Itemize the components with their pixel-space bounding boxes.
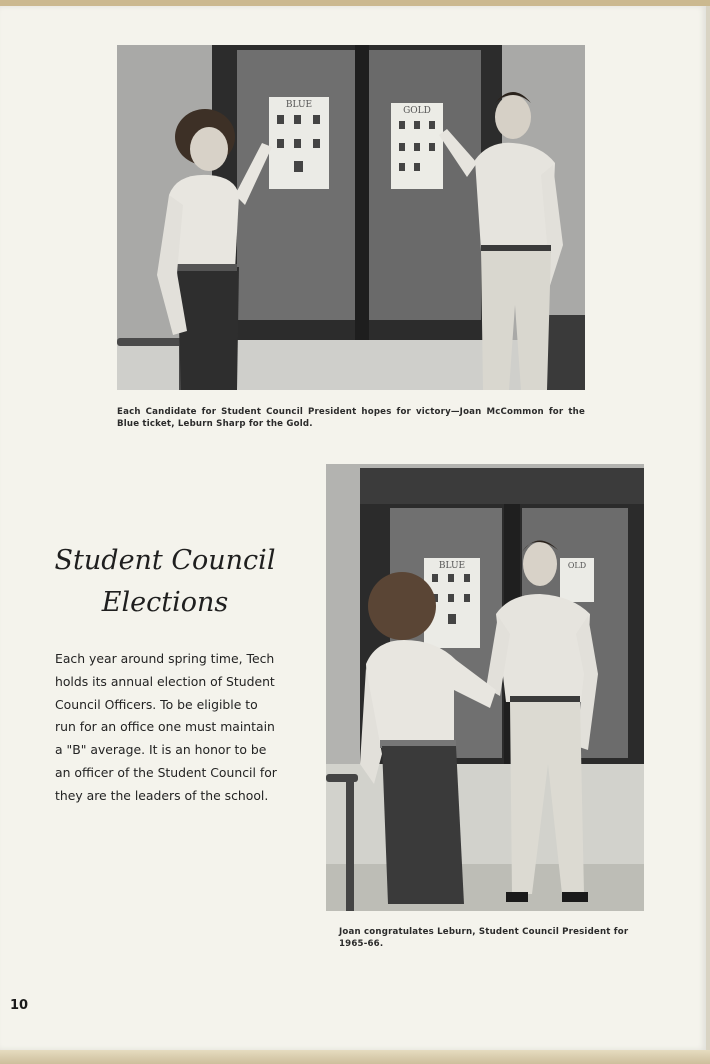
article-body: Each year around spring time, Tech holds its annual election of Student Council Officers. To be eligible to run for an office one must maintain a "B" average. It is an honor to be an officer of the Student Council for they are the leaders of the school.: [55, 651, 277, 803]
page-bottom-edge: [0, 1050, 710, 1064]
svg-text:OLD: OLD: [567, 561, 587, 570]
page-number: 10: [10, 998, 29, 1013]
svg-text:BLUE: BLUE: [438, 561, 466, 571]
photo-candidates: [117, 45, 585, 390]
page-title-line-2: Elections: [101, 587, 229, 618]
photo-candidates-image: [117, 45, 585, 390]
photo-congratulations: [326, 464, 644, 911]
page-title-line-1: Student Council: [54, 545, 276, 576]
poster-gold-label: GOLD: [403, 106, 431, 116]
photo-caption-congratulations: Joan congratulates Leburn, Student Council President for 1965-66.: [339, 927, 629, 949]
poster-blue-label: BLUE: [285, 100, 313, 110]
photo-caption-candidates: Each Candidate for Student Council President hopes for victory—Joan McCommon for the Blue ticket, Leburn Sharp for the Gold.: [117, 407, 585, 429]
photo-congratulations-image: [326, 464, 644, 911]
page-title: [40, 540, 290, 624]
